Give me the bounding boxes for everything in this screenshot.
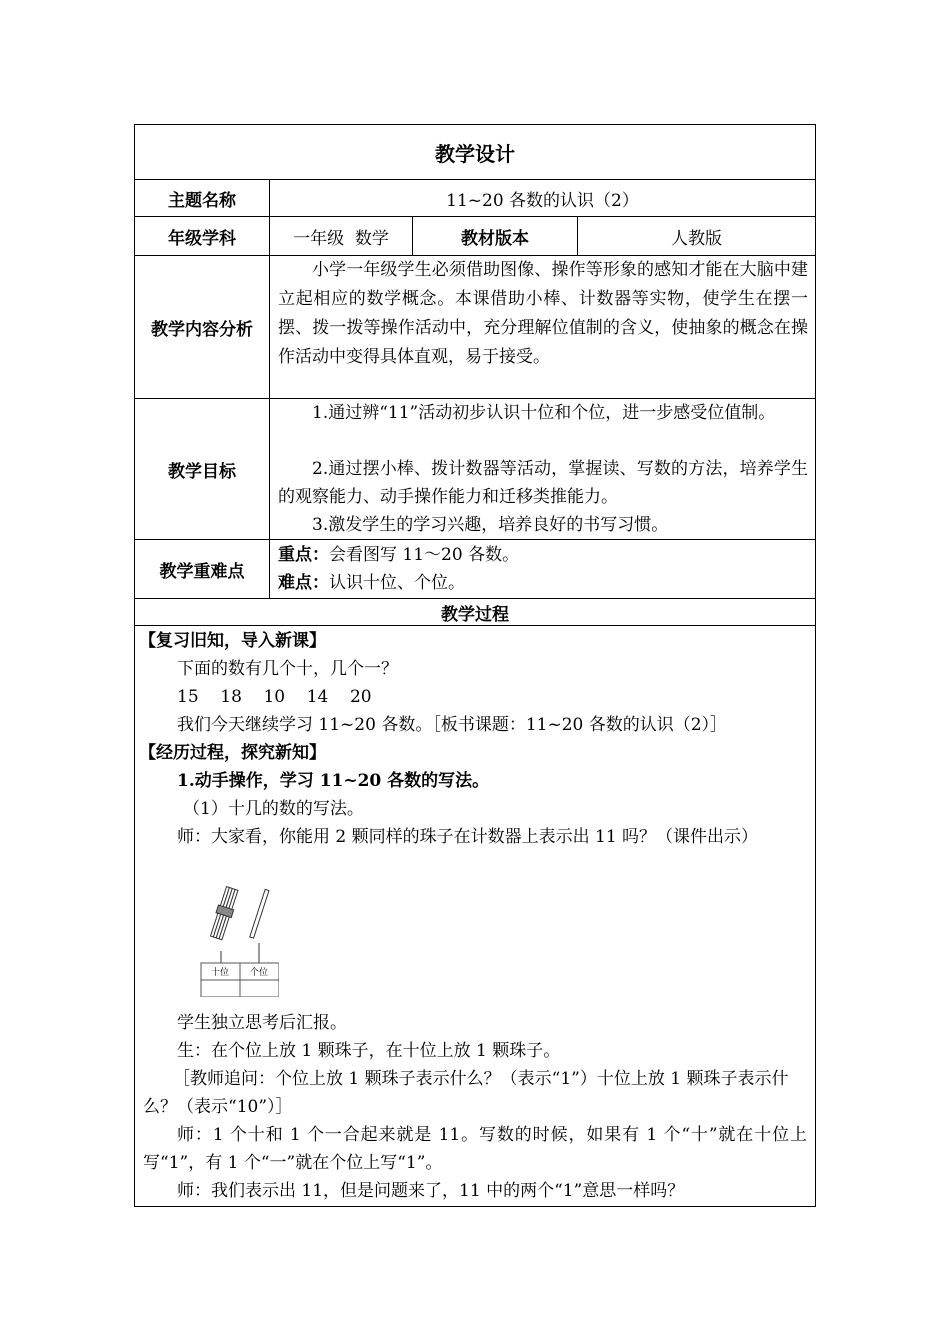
process-title: 教学过程 [441, 604, 509, 625]
topic-label: 主题名称 [168, 190, 236, 211]
goal-item-1: 1.通过辨“11”活动初步认识十位和个位，进一步感受位值制。 [312, 403, 776, 423]
abacus-illustration [199, 885, 279, 997]
focus-label: 重点： [278, 545, 329, 565]
teacher-question-1: 师：大家看，你能用 2 颗同样的珠子在计数器上表示出 11 吗？（课件出示） [177, 827, 759, 847]
grade-label: 年级学科 [168, 228, 236, 249]
abacus-tens-label: 十位 [210, 968, 230, 978]
student-answer-1: 生：在个位上放 1 颗珠子，在十位上放 1 颗珠子。 [177, 1041, 561, 1061]
stick-bundle-icon [209, 886, 240, 940]
goals-label: 教学目标 [168, 461, 236, 482]
step-1: 1.动手操作，学习 11~20 各数的写法。 [177, 771, 490, 791]
goal-item-2: 2.通过摆小棒、拨计数器等活动，掌握读、写数的方法，培养学生的观察能力、动手操作能力和迁移类推能力。 [278, 459, 808, 507]
content-analysis-label: 教学内容分析 [151, 319, 253, 340]
intro-text: 我们今天继续学习 11~20 各数。［板书课题：11~20 各数的认识（2）］ [177, 715, 728, 735]
label-column-divider [269, 180, 270, 598]
key-focus [278, 541, 519, 569]
think-instruction: 学生独立思考后汇报。 [177, 1013, 347, 1033]
single-stick-icon [250, 889, 269, 938]
difficulty-label: 难点： [278, 573, 329, 593]
teacher-followup: ［教师追问：个位上放 1 颗珠子表示什么？（表示“1”）十位上放 1 颗珠子表示什么？（表示“10”）］ [143, 1069, 789, 1117]
focus-text: 会看图写 11～20 各数。 [329, 545, 520, 565]
section-review: 【复习旧知，导入新课】 [139, 631, 326, 651]
grade-value: 一年级 数学 [293, 228, 389, 249]
abacus-ones-label: 个位 [249, 968, 269, 978]
review-question: 下面的数有几个十，几个一？ [177, 659, 398, 679]
lesson-plan-table [134, 124, 816, 1207]
key-points-label: 教学重难点 [159, 561, 245, 582]
key-difficulty [278, 569, 465, 597]
teacher-question-2: 师：我们表示出 11，但是问题来了，11 中的两个“1”意思一样吗？ [177, 1181, 685, 1201]
sub-step-1: （1）十几的数的写法。 [183, 799, 364, 819]
edition-label: 教材版本 [461, 228, 529, 249]
difficulty-text: 认识十位、个位。 [329, 573, 465, 593]
teacher-explanation: 师：1 个十和 1 个一合起来就是 11。写数的时候，如果有 1 个“十”就在十位上写“1”，有 1 个“一”就在个位上写“1”。 [143, 1125, 807, 1173]
topic-value: 11~20 各数的认识（2） [446, 190, 639, 211]
goal-item-3: 3.激发学生的学习兴趣，培养良好的书写习惯。 [312, 515, 669, 535]
review-numbers: 15 18 10 14 20 [177, 687, 372, 707]
row-divider [135, 625, 815, 626]
document-title: 教学设计 [435, 141, 515, 166]
content-analysis-text: 小学一年级学生必须借助图像、操作等形象的感知才能在大脑中建立起相应的数学概念。本课借助小棒、计数器等实物，使学生在摆一摆、拨一拨等操作活动中，充分理解位值制的含义，使抽象的概念在操作活动中变得具体直观，易于接受。 [278, 260, 808, 367]
section-explore: 【经历过程，探究新知】 [139, 743, 326, 763]
edition-value: 人教版 [671, 228, 722, 249]
